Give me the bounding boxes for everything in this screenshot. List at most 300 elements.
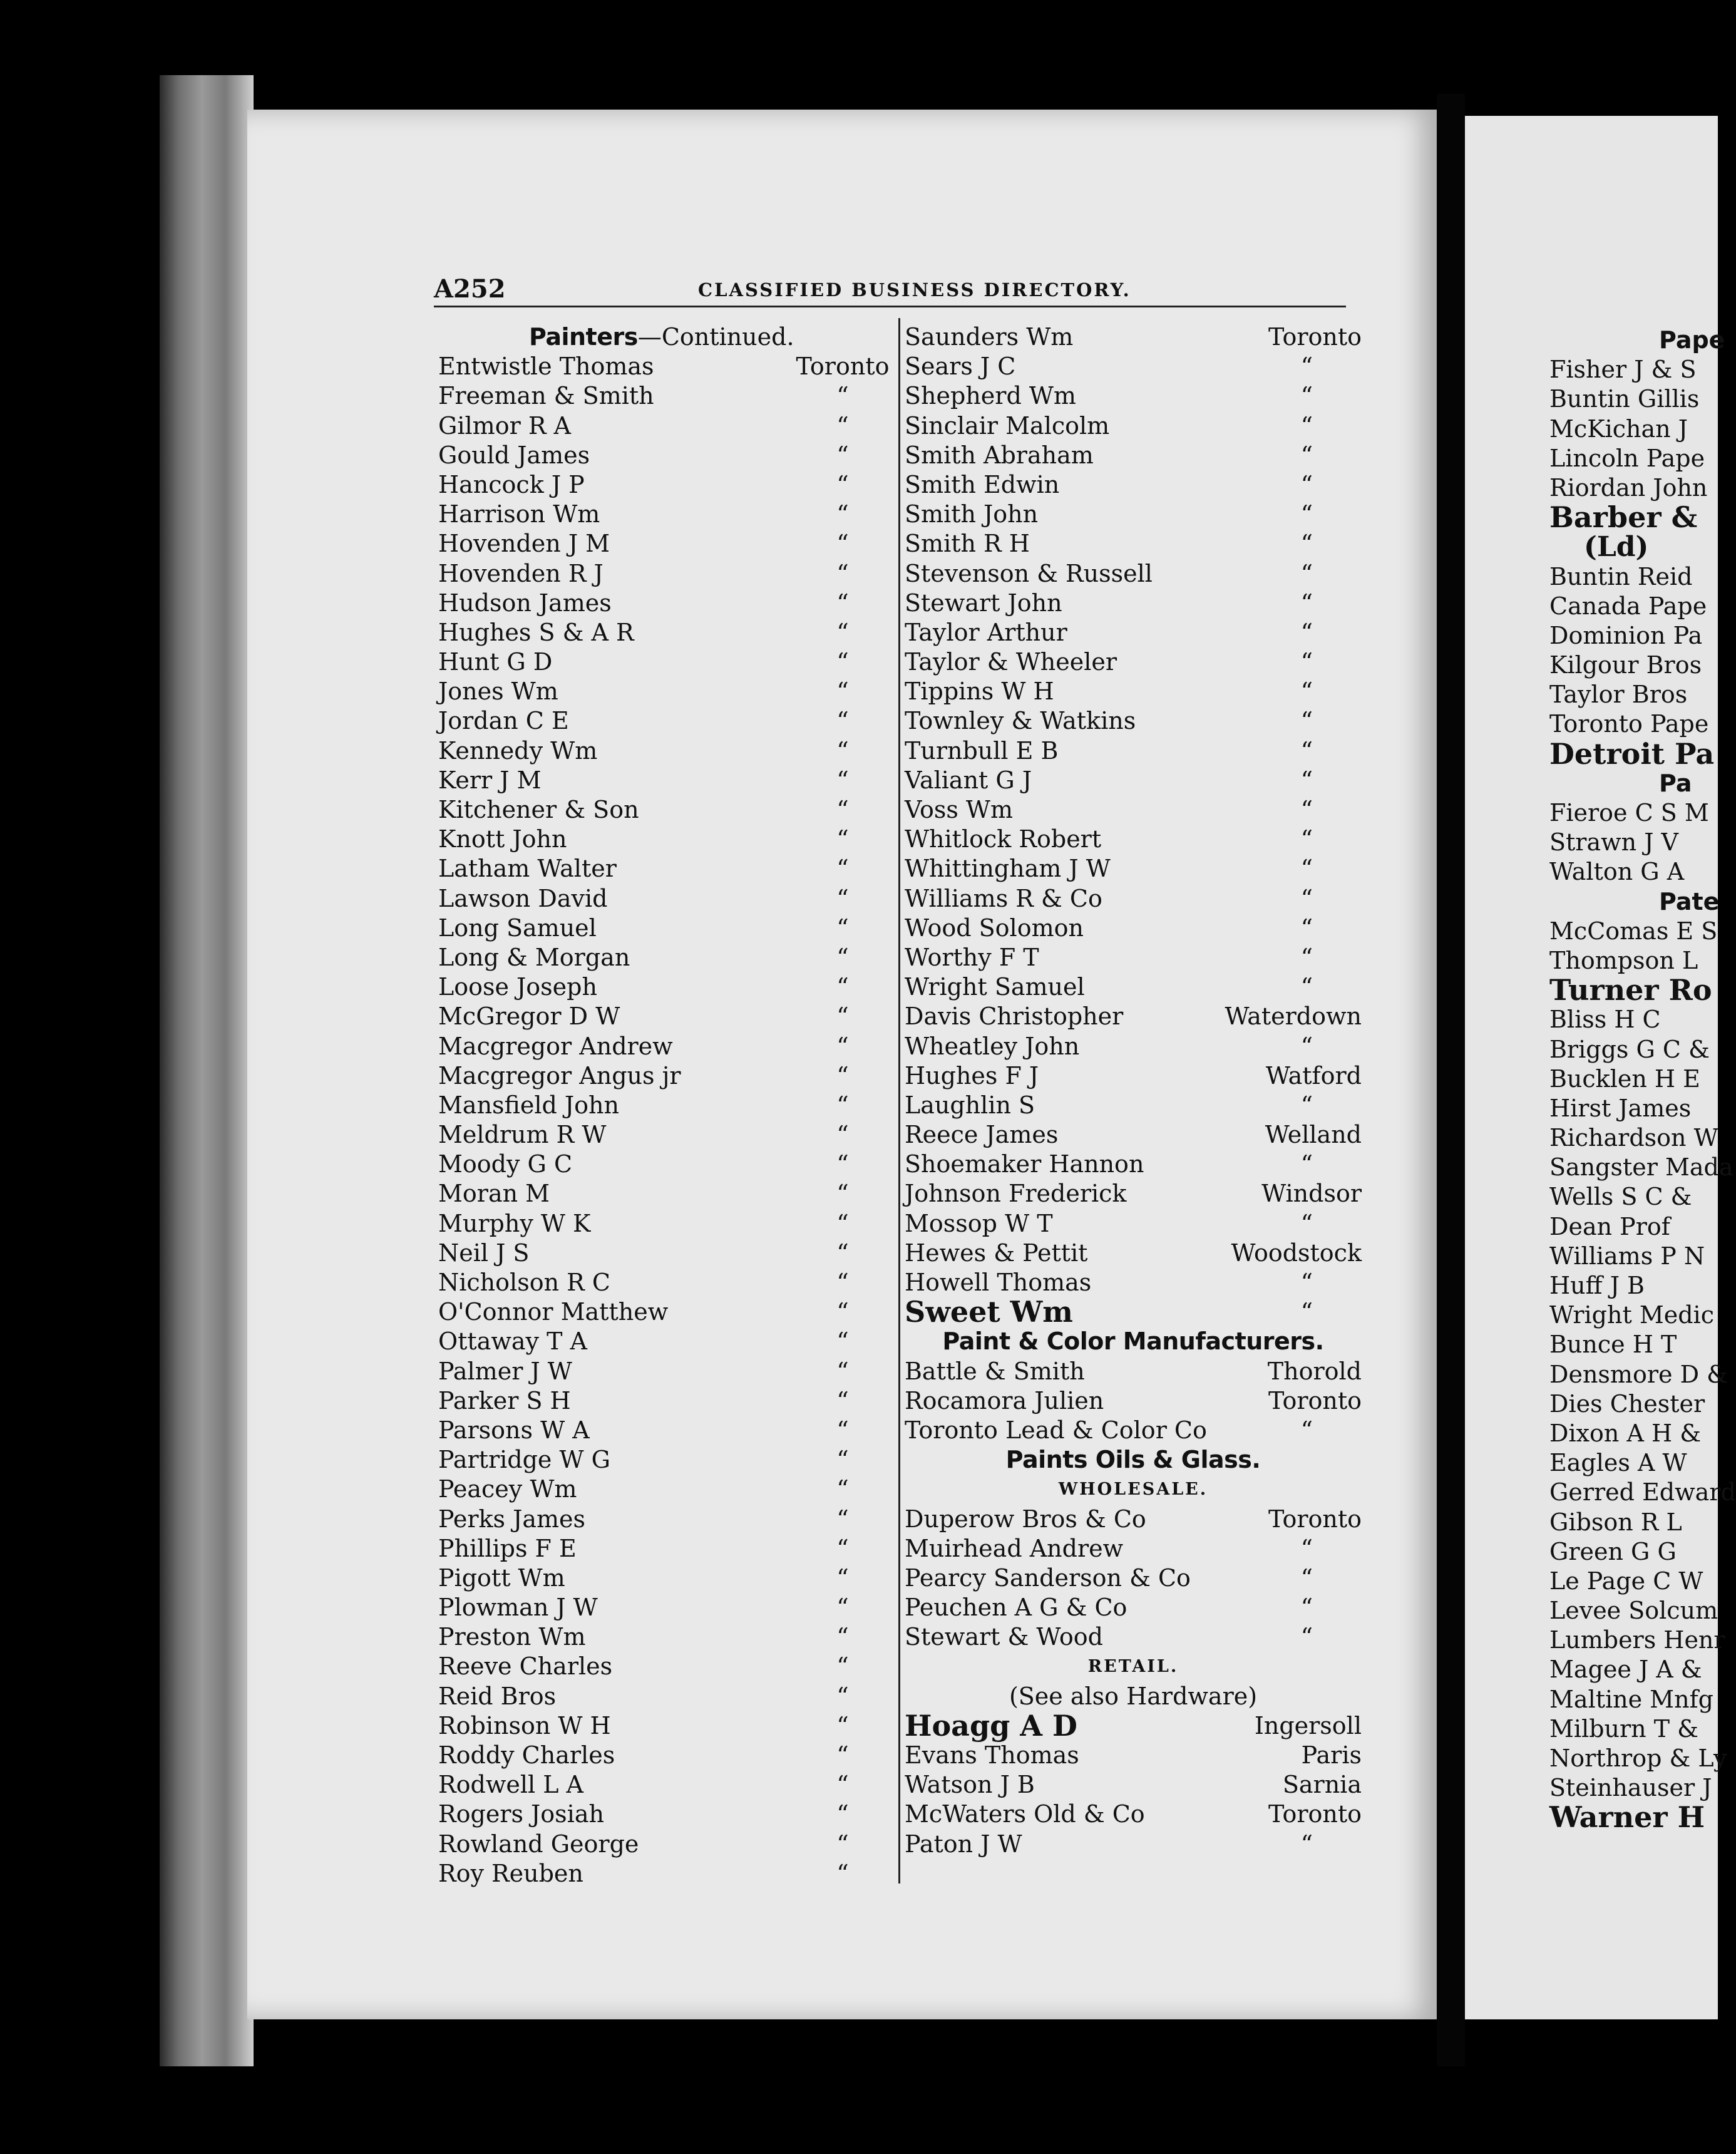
- entry-name: Reid Bros: [438, 1682, 557, 1710]
- entry-location: “: [1300, 411, 1313, 440]
- entry-name: Pearcy Sanderson & Co: [905, 1564, 1191, 1592]
- entry-name: Peacey Wm: [438, 1475, 577, 1503]
- entry-location: Toronto: [1268, 1800, 1362, 1828]
- entry-location: “: [836, 441, 849, 469]
- directory-entry: [905, 529, 1362, 559]
- directory-entry: [905, 1741, 1362, 1770]
- entry-name: Gould James: [438, 441, 590, 469]
- facing-page-entry: Kilgour Bros: [1549, 651, 1702, 679]
- facing-page-entry: Thompson L: [1549, 946, 1698, 974]
- entry-name: Rocamora Julien: [905, 1386, 1104, 1415]
- facing-page-entry: Milburn T &: [1549, 1714, 1698, 1743]
- entry-location: “: [836, 1711, 849, 1739]
- entry-location: “: [1300, 1209, 1313, 1237]
- entry-location: “: [836, 382, 849, 410]
- directory-entry: [438, 1268, 886, 1297]
- entry-location: “: [1300, 943, 1313, 971]
- entry-location: “: [1300, 766, 1313, 794]
- entry-location: “: [836, 825, 849, 853]
- entry-name: Laughlin S: [905, 1091, 1035, 1119]
- entry-name: Taylor Arthur: [905, 618, 1067, 646]
- directory-entry: [905, 1297, 1362, 1327]
- entry-location: “: [1300, 530, 1313, 558]
- entry-name: Smith R H: [905, 530, 1030, 558]
- entry-location: “: [1300, 1298, 1313, 1326]
- entry-location: Toronto: [1268, 323, 1362, 351]
- painters-list-right: [905, 322, 1362, 1327]
- entry-location: “: [836, 678, 849, 706]
- entry-name: Johnson Frederick: [905, 1180, 1127, 1208]
- directory-entry: [905, 736, 1362, 766]
- entry-location: Thorold: [1267, 1357, 1362, 1385]
- entry-location: “: [836, 1327, 849, 1356]
- entry-name: Neil J S: [438, 1239, 530, 1267]
- entry-name: Hudson James: [438, 589, 612, 617]
- entry-location: “: [836, 1682, 849, 1710]
- directory-entry: [438, 1800, 886, 1829]
- entry-location: “: [836, 470, 849, 498]
- entry-location: Windsor: [1261, 1180, 1362, 1208]
- facing-page-entry: Dean Prof: [1549, 1212, 1670, 1240]
- facing-page-entry: Huff J B: [1549, 1272, 1645, 1299]
- facing-page-entry: Eagles A W: [1549, 1449, 1687, 1477]
- entry-location: “: [836, 1771, 849, 1799]
- book-gutter: [1437, 94, 1465, 2066]
- facing-page-entry: Levee Solcum: [1549, 1597, 1718, 1625]
- facing-page-entry: Dixon A H &: [1549, 1419, 1702, 1447]
- directory-entry: [438, 1150, 886, 1179]
- entry-name: Muirhead Andrew: [905, 1534, 1124, 1562]
- facing-page-entry: Riordan John: [1549, 473, 1708, 502]
- entry-location: “: [1300, 648, 1313, 676]
- facing-page-entry: Bunce H T: [1549, 1331, 1677, 1359]
- entry-location: “: [1300, 1594, 1313, 1622]
- facing-page-entry: Green G G: [1549, 1537, 1677, 1565]
- entry-location: “: [836, 914, 849, 942]
- directory-entry: [438, 647, 886, 677]
- directory-entry: [905, 559, 1362, 589]
- retail-subheading: RETAIL.: [1087, 1657, 1179, 1677]
- entry-location: “: [836, 796, 849, 823]
- directory-entry: [905, 441, 1362, 470]
- entry-location: “: [836, 1269, 849, 1296]
- entry-name: Murphy W K: [438, 1209, 591, 1237]
- facing-page-entry: Maltine Mnfg: [1549, 1685, 1713, 1713]
- directory-entry: [438, 1505, 886, 1534]
- directory-entry: [438, 1859, 886, 1889]
- section-heading-paint-color: [905, 1327, 1362, 1356]
- directory-entry: [905, 1209, 1362, 1239]
- entry-location: “: [836, 411, 849, 440]
- entry-location: “: [1300, 441, 1313, 469]
- entry-name: Toronto Lead & Color Co: [905, 1416, 1207, 1444]
- entry-name: Hoagg A D: [905, 1708, 1077, 1743]
- directory-entry: [905, 854, 1362, 884]
- entry-location: “: [836, 1859, 849, 1887]
- entry-location: “: [836, 1091, 849, 1119]
- entry-name: Whitlock Robert: [905, 825, 1102, 853]
- entry-name: Voss Wm: [905, 796, 1014, 823]
- entry-name: Pigott Wm: [438, 1564, 565, 1592]
- directory-entry: [438, 914, 886, 943]
- entry-name: Loose Joseph: [438, 973, 597, 1001]
- facing-page-entry: Richardson W: [1549, 1124, 1718, 1152]
- directory-entry: [905, 677, 1362, 706]
- entry-name: Howell Thomas: [905, 1269, 1092, 1296]
- entry-name: Peuchen A G & Co: [905, 1594, 1127, 1622]
- facing-page-entry: Dominion Pa: [1549, 621, 1703, 649]
- facing-page-entry: Bucklen H E: [1549, 1064, 1700, 1093]
- entry-location: Toronto: [1268, 1505, 1362, 1533]
- facing-page-entry: Sangster Mada: [1549, 1153, 1733, 1182]
- entry-location: “: [1300, 589, 1313, 617]
- entry-location: “: [836, 736, 849, 765]
- entry-name: Wright Samuel: [905, 973, 1085, 1001]
- directory-entry: [438, 1032, 886, 1061]
- entry-name: Long & Morgan: [438, 943, 630, 971]
- entry-name: Long Samuel: [438, 914, 597, 942]
- facing-page-entry: Le Page C W: [1549, 1567, 1703, 1595]
- directory-entry: [438, 381, 886, 411]
- section-heading-painters: [438, 322, 886, 352]
- directory-entry: [905, 1708, 1362, 1743]
- entry-name: Turnbull E B: [905, 736, 1059, 765]
- retail-list: [905, 1708, 1362, 1859]
- facing-page-entry: Fieroe C S M: [1549, 799, 1709, 827]
- entry-location: Sarnia: [1282, 1771, 1362, 1799]
- entry-location: “: [1300, 855, 1313, 883]
- entry-location: “: [1300, 973, 1313, 1001]
- entry-name: Latham Walter: [438, 855, 617, 883]
- entry-name: Roddy Charles: [438, 1741, 615, 1769]
- entry-location: “: [836, 855, 849, 883]
- entry-location: “: [1300, 1032, 1313, 1060]
- entry-name: Jordan C E: [438, 707, 569, 735]
- right-column: [905, 322, 1362, 1859]
- directory-entry: [438, 677, 886, 706]
- facing-page-entry: Lumbers Henr: [1549, 1626, 1725, 1654]
- entry-location: “: [1300, 736, 1313, 765]
- facing-page-entry: Gibson R L: [1549, 1508, 1682, 1536]
- facing-page-entry: Detroit Pa: [1549, 736, 1715, 771]
- directory-entry: [438, 1327, 886, 1356]
- entry-location: “: [836, 530, 849, 558]
- entry-location: “: [836, 618, 849, 646]
- directory-entry: [905, 943, 1362, 972]
- entry-location: “: [1300, 707, 1313, 735]
- entry-name: Kerr J M: [438, 766, 542, 794]
- wholesale-subheading: WHOLESALE.: [1058, 1480, 1208, 1500]
- facing-page-entry: Briggs G C &: [1549, 1035, 1710, 1063]
- entry-name: Freeman & Smith: [438, 382, 654, 410]
- directory-entry: [905, 647, 1362, 677]
- entry-location: “: [836, 1002, 849, 1031]
- facing-page-entry: Warner H: [1549, 1800, 1705, 1835]
- entry-location: “: [836, 1239, 849, 1267]
- entry-name: Battle & Smith: [905, 1357, 1085, 1385]
- entry-name: Taylor & Wheeler: [905, 648, 1117, 676]
- facing-page-entry: Fisher J & S: [1549, 356, 1697, 384]
- facing-page-entry: Williams P N: [1549, 1242, 1705, 1270]
- entry-name: Hancock J P: [438, 470, 585, 498]
- page-number: A252: [434, 274, 506, 304]
- entry-name: Duperow Bros & Co: [905, 1505, 1146, 1533]
- section-heading-paints-oils: [905, 1445, 1362, 1475]
- facing-page-entry: Buntin Reid: [1549, 562, 1693, 590]
- directory-entry: [905, 1830, 1362, 1859]
- entry-name: Robinson W H: [438, 1711, 611, 1739]
- directory-entry: [438, 618, 886, 647]
- directory-entry: [438, 884, 886, 914]
- entry-location: “: [836, 1564, 849, 1592]
- entry-location: “: [836, 884, 849, 912]
- entry-name: Sinclair Malcolm: [905, 411, 1110, 440]
- entry-location: “: [1300, 1534, 1313, 1562]
- entry-name: Parker S H: [438, 1386, 571, 1415]
- entry-name: Mansfield John: [438, 1091, 619, 1119]
- directory-entry: [438, 529, 886, 559]
- entry-name: Rowland George: [438, 1830, 639, 1858]
- entry-name: Kitchener & Son: [438, 796, 639, 823]
- entry-name: Meldrum R W: [438, 1121, 607, 1149]
- entry-location: “: [836, 1121, 849, 1149]
- facing-page-entry: Wells S C &: [1549, 1183, 1692, 1211]
- directory-entry: [438, 559, 886, 589]
- entry-name: Lawson David: [438, 884, 608, 912]
- section-title: Paint & Color Manufacturers.: [942, 1327, 1324, 1356]
- entry-name: Partridge W G: [438, 1446, 610, 1474]
- directory-entry: [905, 1268, 1362, 1297]
- directory-entry: [905, 618, 1362, 647]
- facing-page-entry: Steinhauser J: [1549, 1774, 1712, 1802]
- entry-name: Macgregor Angus jr: [438, 1061, 681, 1090]
- entry-name: Smith Edwin: [905, 470, 1060, 498]
- directory-entry: [438, 1297, 886, 1327]
- entry-location: “: [836, 1209, 849, 1237]
- entry-name: Smith John: [905, 500, 1039, 528]
- directory-entry: [438, 1593, 886, 1622]
- left-column: [438, 322, 890, 1889]
- facing-page-entry: McComas E S: [1549, 917, 1718, 945]
- directory-entry: [438, 795, 886, 825]
- directory-entry: [905, 352, 1362, 381]
- section-title: Paints Oils & Glass.: [1005, 1446, 1261, 1474]
- directory-entry: [905, 322, 1362, 352]
- entry-location: “: [1300, 1269, 1313, 1296]
- directory-entry: [905, 411, 1362, 441]
- directory-entry: [438, 766, 886, 795]
- directory-entry: [905, 1622, 1362, 1652]
- entry-name: Parsons W A: [438, 1416, 590, 1444]
- entry-name: Hovenden J M: [438, 530, 610, 558]
- entry-name: Saunders Wm: [905, 323, 1074, 351]
- entry-location: Paris: [1301, 1741, 1362, 1769]
- entry-location: “: [1300, 470, 1313, 498]
- entry-location: “: [836, 1505, 849, 1533]
- entry-name: O'Connor Matthew: [438, 1298, 669, 1326]
- directory-entry: [438, 1622, 886, 1652]
- directory-entry: [905, 884, 1362, 914]
- entry-name: Gilmor R A: [438, 411, 571, 440]
- entry-location: “: [836, 559, 849, 587]
- facing-page-entry: Wright Medic: [1549, 1301, 1714, 1329]
- entry-location: “: [836, 1150, 849, 1178]
- facing-page-entry: Canada Pape: [1549, 592, 1707, 620]
- facing-page-entry: Strawn J V: [1549, 828, 1678, 857]
- entry-name: Watson J B: [905, 1771, 1035, 1799]
- entry-name: Kennedy Wm: [438, 736, 598, 765]
- entry-name: Worthy F T: [905, 943, 1039, 971]
- entry-location: “: [836, 1032, 849, 1060]
- entry-name: Stewart John: [905, 589, 1062, 617]
- entry-location: “: [836, 1800, 849, 1828]
- entry-name: Nicholson R C: [438, 1269, 610, 1296]
- entry-name: Tippins W H: [905, 678, 1054, 706]
- facing-page-entry: Bliss H C: [1549, 1006, 1661, 1034]
- entry-name: Hovenden R J: [438, 559, 603, 587]
- entry-location: “: [836, 1594, 849, 1622]
- directory-entry: [438, 589, 886, 618]
- entry-location: “: [836, 943, 849, 971]
- entry-name: Rogers Josiah: [438, 1800, 604, 1828]
- entry-name: Whittingham J W: [905, 855, 1111, 883]
- entry-name: Reeve Charles: [438, 1652, 613, 1681]
- entry-location: Woodstock: [1231, 1239, 1362, 1267]
- entry-name: Mossop W T: [905, 1209, 1053, 1237]
- directory-entry: [438, 736, 886, 766]
- facing-page-column: [1549, 326, 1736, 1833]
- directory-entry: [438, 943, 886, 972]
- directory-entry: [438, 1445, 886, 1475]
- entry-name: Townley & Watkins: [905, 707, 1136, 735]
- entry-location: “: [836, 500, 849, 528]
- entry-name: Rodwell L A: [438, 1771, 583, 1799]
- painters-list-left: [438, 352, 890, 1889]
- see-also-note: (See also Hardware): [1009, 1682, 1258, 1710]
- entry-name: Stewart & Wood: [905, 1623, 1103, 1651]
- directory-entry: [905, 1564, 1362, 1593]
- entry-location: “: [1300, 1150, 1313, 1178]
- entry-location: “: [836, 1416, 849, 1444]
- facing-page-entry: (Ld): [1584, 531, 1649, 564]
- directory-entry: [438, 1534, 886, 1564]
- entry-location: Toronto: [796, 353, 890, 381]
- facing-page-entry: Pape: [1659, 326, 1725, 354]
- facing-page-entry: Pate: [1659, 887, 1720, 915]
- entry-location: “: [836, 973, 849, 1001]
- directory-entry: [438, 854, 886, 884]
- entry-name: Reece James: [905, 1121, 1059, 1149]
- entry-name: Hughes F J: [905, 1061, 1039, 1090]
- entry-location: “: [1300, 500, 1313, 528]
- entry-name: Stevenson & Russell: [905, 559, 1153, 587]
- directory-entry: [438, 1209, 886, 1239]
- directory-entry: [438, 352, 890, 381]
- directory-entry: [438, 1564, 886, 1593]
- directory-entry: [438, 441, 886, 470]
- directory-entry: [905, 1150, 1362, 1179]
- directory-entry: [438, 1741, 886, 1770]
- directory-entry: [905, 795, 1362, 825]
- directory-entry: [438, 1386, 886, 1416]
- header-rule: [434, 306, 1346, 307]
- entry-location: “: [836, 589, 849, 617]
- facing-page-entry: Turner Ro: [1549, 973, 1712, 1007]
- entry-location: Watford: [1265, 1061, 1362, 1090]
- entry-name: Knott John: [438, 825, 567, 853]
- entry-name: Plowman J W: [438, 1594, 598, 1622]
- entry-location: “: [836, 1741, 849, 1769]
- directory-entry: [438, 1475, 886, 1504]
- entry-location: Welland: [1265, 1121, 1362, 1149]
- directory-entry: [438, 1002, 886, 1031]
- entry-name: Wheatley John: [905, 1032, 1080, 1060]
- directory-entry: [438, 1061, 886, 1091]
- entry-location: “: [1300, 1416, 1313, 1444]
- entry-name: Sweet Wm: [905, 1295, 1073, 1329]
- entry-name: McGregor D W: [438, 1002, 620, 1031]
- entry-location: “: [1300, 353, 1313, 381]
- directory-entry: [905, 1386, 1362, 1416]
- facing-page-entry: Taylor Bros: [1549, 681, 1688, 709]
- directory-entry: [905, 1593, 1362, 1622]
- facing-page-entry: Dies Chester: [1549, 1389, 1705, 1418]
- facing-page-entry: Hirst James: [1549, 1094, 1692, 1122]
- entry-location: “: [1300, 1091, 1313, 1119]
- directory-entry: [438, 1179, 886, 1208]
- entry-location: “: [1300, 559, 1313, 587]
- book-page-edges: [160, 75, 254, 2066]
- entry-name: Roy Reuben: [438, 1859, 583, 1887]
- entry-location: “: [836, 1298, 849, 1326]
- directory-entry: [438, 1652, 886, 1681]
- facing-page-entry: Northrop & Ly: [1549, 1744, 1727, 1772]
- entry-name: Moran M: [438, 1180, 550, 1208]
- entry-location: “: [836, 1830, 849, 1858]
- facing-page-entry: Toronto Pape: [1549, 710, 1709, 738]
- directory-entry: [905, 1416, 1362, 1445]
- entry-location: “: [1300, 884, 1313, 912]
- facing-page-entry: Gerred Edward: [1549, 1478, 1736, 1507]
- facing-page-entry: Barber &: [1549, 500, 1698, 535]
- directory-entry: [905, 1239, 1362, 1268]
- entry-name: Evans Thomas: [905, 1741, 1079, 1769]
- directory-entry: [905, 470, 1362, 500]
- running-head: CLASSIFIED BUSINESS DIRECTORY.: [698, 279, 1131, 301]
- directory-entry: [905, 1505, 1362, 1534]
- entry-name: Palmer J W: [438, 1357, 572, 1385]
- entry-name: Moody G C: [438, 1150, 573, 1178]
- directory-entry: [905, 1534, 1362, 1564]
- entry-location: “: [836, 1475, 849, 1503]
- entry-name: Paton J W: [905, 1830, 1022, 1858]
- entry-name: Harrison Wm: [438, 500, 600, 528]
- entry-name: Macgregor Andrew: [438, 1032, 673, 1060]
- section-title: Painters: [529, 323, 638, 351]
- entry-name: Hunt G D: [438, 648, 553, 676]
- entry-location: “: [836, 1623, 849, 1651]
- entry-location: “: [836, 707, 849, 735]
- entry-location: “: [836, 648, 849, 676]
- entry-location: “: [836, 1357, 849, 1385]
- directory-entry: [438, 1682, 886, 1711]
- entry-name: Hewes & Pettit: [905, 1239, 1088, 1267]
- entry-name: Shepherd Wm: [905, 382, 1076, 410]
- directory-entry: [905, 1179, 1362, 1208]
- entry-location: “: [836, 1446, 849, 1474]
- facing-page-entry: Lincoln Pape: [1549, 444, 1705, 472]
- entry-name: Smith Abraham: [905, 441, 1094, 469]
